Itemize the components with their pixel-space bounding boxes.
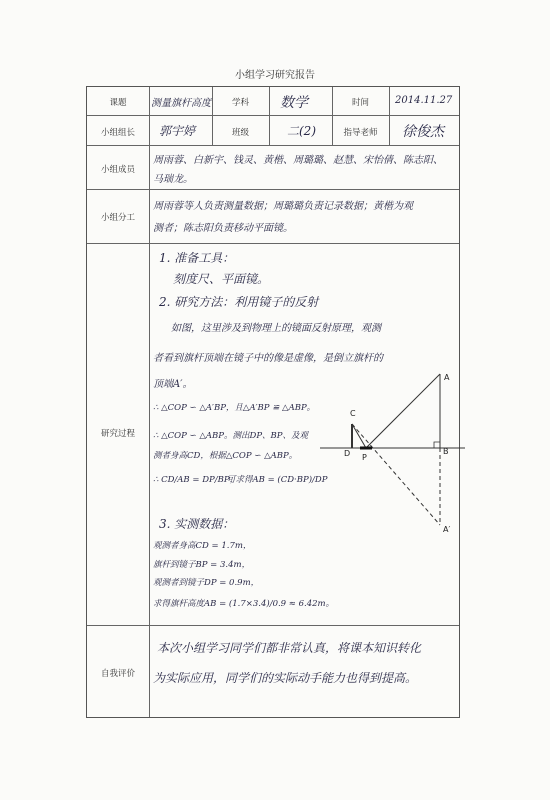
label-D: D xyxy=(344,449,351,458)
data-line3: 观测者到镜子DP = 0.9m， xyxy=(153,578,260,588)
row-divider xyxy=(87,145,459,146)
teacher-label: 指导老师 xyxy=(343,128,378,138)
right-angle-mark xyxy=(434,442,440,448)
members-label: 小组成员 xyxy=(100,165,135,175)
sight-line xyxy=(352,424,366,448)
proof-line4-lhs: ∴ CD/AB = DP/BP， xyxy=(153,475,239,485)
proof-line3: 测者身高CD，根据△COP ∽ △ABP。 xyxy=(153,451,298,461)
column-divider xyxy=(389,87,390,145)
evaluation-label: 自我评价 xyxy=(100,669,135,679)
step1-title: 1. 准备工具： xyxy=(159,251,235,265)
data-line4: 求得旗杆高度AB = (1.7×3.4)/0.9 ≈ 6.42m。 xyxy=(153,599,335,609)
label-A: A xyxy=(444,373,450,382)
column-divider xyxy=(149,87,150,717)
members-line1: 周雨蓉、白新宇、钱灵、黄楷、周璐璐、赵慧、宋怡倩、陈志阳、 xyxy=(153,155,443,166)
label-B: B xyxy=(443,447,449,456)
reflection-line xyxy=(366,374,440,448)
leader-value: 郭宇婷 xyxy=(159,124,196,138)
row-divider xyxy=(87,189,459,190)
label-C: C xyxy=(350,409,356,418)
column-divider xyxy=(269,87,270,145)
step3-title: 3. 实测数据： xyxy=(159,517,235,531)
proof-line2: ∴ △COP ∽ △ABP。测出DP、BP、及观 xyxy=(153,431,309,441)
subject-label: 学科 xyxy=(231,98,249,108)
virtual-sight-line xyxy=(352,424,440,525)
data-line2: 旗杆到镜子BP = 3.4m， xyxy=(153,560,251,570)
row-divider xyxy=(87,115,459,116)
grade-value: 二(2) xyxy=(287,124,316,138)
division-line2: 测者；陈志阳负责移动平面镜。 xyxy=(153,223,293,234)
leader-label: 小组组长 xyxy=(100,128,135,138)
process-label: 研究过程 xyxy=(100,429,135,439)
division-line1: 周雨蓉等人负责测量数据；周璐璐负责记录数据；黄楷为观 xyxy=(153,201,413,212)
teacher-value: 徐俊杰 xyxy=(402,124,444,140)
subject-value: 数学 xyxy=(280,95,308,111)
step2-line1: 如图，这里涉及到物理上的镜面反射原理，观测 xyxy=(171,323,381,334)
step2-line3: 顶端A′。 xyxy=(153,379,193,390)
label-P: P xyxy=(362,453,367,462)
proof-line1: ∴ △COP ∽ △A′BP，且△A′BP ≌ △ABP。 xyxy=(153,403,316,413)
row-divider xyxy=(87,243,459,244)
step2-line2: 者看到旗杆顶端在镜子中的像是虚像，是倒立旗杆的 xyxy=(153,353,383,364)
time-label: 时间 xyxy=(351,98,369,108)
row-divider xyxy=(87,625,459,626)
time-value: 2014.11.27 xyxy=(395,95,453,106)
label-A-prime: A′ xyxy=(443,525,451,534)
grade-label: 班级 xyxy=(231,128,249,138)
topic-label: 课题 xyxy=(109,98,127,108)
evaluation-line1: 本次小组学习同学们都非常认真，将课本知识转化 xyxy=(157,641,422,655)
proof-line4-rhs: 可求得AB = (CD·BP)/DP xyxy=(227,475,328,485)
division-label: 小组分工 xyxy=(100,213,135,223)
evaluation-line2: 为实际应用，同学们的实际动手能力也得到提高。 xyxy=(153,671,418,685)
step1-text: 刻度尺、平面镜。 xyxy=(173,272,270,286)
data-line1: 观测者身高CD = 1.7m， xyxy=(153,541,252,551)
page-title: 小组学习研究报告 xyxy=(235,70,315,81)
mirror-reflection-diagram xyxy=(300,360,470,550)
topic-value: 测量旗杆高度 xyxy=(151,98,211,109)
members-line2: 马瑞龙。 xyxy=(153,174,193,185)
step2-title: 2. 研究方法：利用镜子的反射 xyxy=(159,295,319,309)
